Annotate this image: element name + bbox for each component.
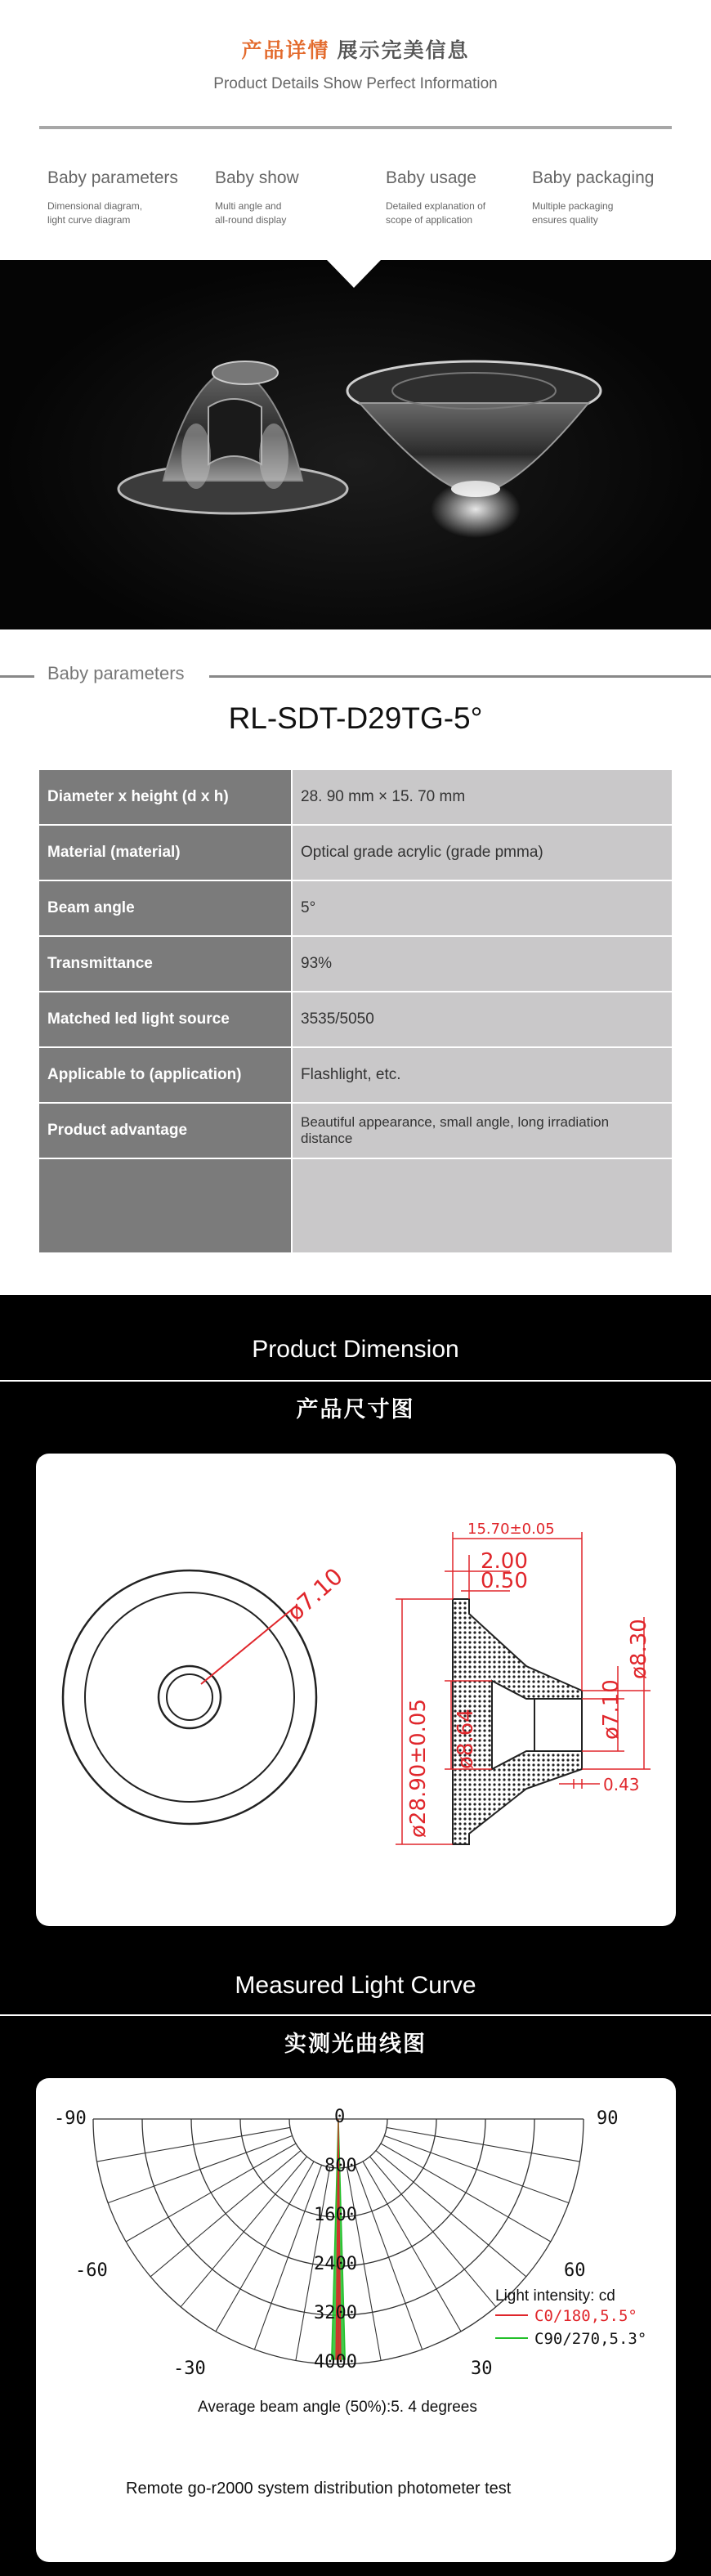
param-value: 28. 90 mm × 15. 70 mm — [292, 769, 673, 825]
angle-label-pos90: 90 — [597, 2108, 619, 2129]
param-value: Beautiful appearance, small angle, long irradiation distance — [292, 1103, 673, 1158]
average-beam-text: Average beam angle (50%):5. 4 degrees — [198, 2399, 477, 2416]
left-lens — [118, 361, 347, 513]
legend-label-c90: C90/270,5.3° — [534, 2330, 647, 2348]
dim-710-label: ø7.10 — [599, 1679, 624, 1740]
tab-title: Baby packaging — [532, 168, 655, 187]
dimension-divider — [0, 1380, 711, 1382]
curve-title-en: Measured Light Curve — [235, 1972, 476, 1999]
polar-spoke — [216, 2162, 314, 2332]
intensity-label: Light intensity: cd — [495, 2287, 615, 2305]
polar-spoke — [363, 2162, 461, 2332]
parameter-table — [38, 768, 673, 1254]
radial-label: 2400 — [314, 2254, 357, 2274]
dark-section — [0, 1295, 711, 2576]
footer-test-text: Remote go-r2000 system distribution photometer test — [126, 2480, 512, 2498]
tab-baby-parameters[interactable] — [47, 168, 203, 227]
table-row — [38, 769, 673, 825]
table-row — [38, 825, 673, 880]
angle-label-neg30: -30 — [173, 2359, 206, 2379]
polar-spoke — [181, 2157, 306, 2307]
polar-spoke — [356, 2165, 423, 2350]
legend-label-c0: C0/180,5.5° — [534, 2307, 637, 2325]
polar-spoke — [150, 2151, 301, 2277]
side-view — [396, 1521, 651, 1844]
polar-spoke — [387, 2127, 579, 2162]
param-value: Flashlight, etc. — [292, 1047, 673, 1103]
param-value: 3535/5050 — [292, 992, 673, 1047]
right-lens — [347, 361, 601, 538]
radial-label: 1600 — [314, 2205, 357, 2225]
dimension-card — [36, 1454, 676, 1926]
title-accent: 产品详情 — [241, 39, 330, 62]
param-value: 5° — [292, 880, 673, 936]
angle-label-pos60: 60 — [564, 2260, 586, 2281]
polar-spoke — [384, 2136, 569, 2203]
product-photo — [0, 260, 711, 629]
dimension-drawing — [36, 1454, 676, 1926]
tab-desc: Multiple packaging ensures quality — [532, 200, 614, 226]
param-value: Optical grade acrylic (grade pmma) — [292, 825, 673, 880]
dimension-title-en: Product Dimension — [252, 1336, 459, 1363]
polar-light-curve — [36, 2078, 676, 2562]
dim-864-label: ø8.64 — [454, 1709, 478, 1769]
angle-label-0: 0 — [334, 2107, 346, 2127]
tab-desc: Multi angle and all-round display — [215, 200, 287, 226]
dim-050-label: 0.50 — [481, 1569, 528, 1593]
section-divider-right — [209, 675, 711, 678]
tab-title: Baby parameters — [47, 168, 178, 187]
table-row-empty — [38, 1158, 673, 1253]
lens-photo-illustration — [0, 260, 711, 629]
param-value-empty — [292, 1158, 673, 1253]
param-label: Transmittance — [38, 936, 292, 992]
polar-spoke — [108, 2136, 293, 2203]
tab-desc: Dimensional diagram, light curve diagram — [47, 200, 143, 226]
header-divider — [39, 126, 672, 129]
page-title-cn — [0, 34, 711, 64]
curve-title-cn: 实测光曲线图 — [284, 2032, 427, 2056]
radial-label: 3200 — [314, 2303, 357, 2323]
dim-043-label: 0.43 — [603, 1775, 640, 1794]
angle-label-neg90: -90 — [54, 2108, 87, 2129]
polar-spoke — [370, 2157, 496, 2307]
photo-notch — [327, 260, 381, 288]
angle-label-pos30: 30 — [471, 2359, 493, 2379]
dim-2890-label: ø28.90±0.05 — [406, 1698, 431, 1838]
polar-spoke — [254, 2165, 321, 2350]
section-divider-left — [0, 675, 34, 678]
top-width-label: 15.70±0.05 — [467, 1521, 555, 1538]
curve-divider — [0, 2014, 711, 2016]
tab-baby-packaging[interactable] — [532, 168, 687, 227]
model-number: RL-SDT-D29TG-5° — [228, 701, 483, 735]
tab-baby-show[interactable] — [215, 168, 370, 227]
polar-spoke — [376, 2151, 526, 2277]
param-label: Beam angle — [38, 880, 292, 936]
radial-label: 4000 — [314, 2352, 357, 2372]
table-row — [38, 880, 673, 936]
param-label-empty — [38, 1158, 292, 1253]
front-view — [63, 1562, 348, 1824]
param-label: Product advantage — [38, 1103, 292, 1158]
tab-desc: Detailed explanation of scope of application — [386, 200, 486, 226]
param-label: Matched led light source — [38, 992, 292, 1047]
table-row — [38, 1047, 673, 1103]
dim-200-label: 2.00 — [481, 1549, 528, 1574]
tab-baby-usage[interactable] — [386, 168, 541, 227]
page-title-en: Product Details Show Perfect Information — [213, 75, 498, 92]
polar-spoke — [126, 2144, 296, 2242]
param-value: 93% — [292, 936, 673, 992]
param-label: Material (material) — [38, 825, 292, 880]
angle-label-neg60: -60 — [75, 2260, 108, 2281]
radial-label: 800 — [324, 2156, 357, 2176]
light-curve-card — [36, 2078, 676, 2562]
table-row — [38, 1103, 673, 1158]
section-title: Baby parameters — [47, 663, 185, 683]
title-rest: 展示完美信息 — [337, 39, 470, 62]
front-diameter-label: ø7.10 — [281, 1562, 348, 1627]
table-row — [38, 936, 673, 992]
param-label: Applicable to (application) — [38, 1047, 292, 1103]
tab-title: Baby usage — [386, 168, 476, 187]
polar-spoke — [97, 2127, 290, 2162]
table-row — [38, 992, 673, 1047]
tab-title: Baby show — [215, 168, 299, 187]
param-label: Diameter x height (d x h) — [38, 769, 292, 825]
dimension-title-cn: 产品尺寸图 — [296, 1397, 415, 1422]
polar-spoke — [381, 2144, 551, 2242]
dim-830-label: ø8.30 — [627, 1619, 651, 1679]
